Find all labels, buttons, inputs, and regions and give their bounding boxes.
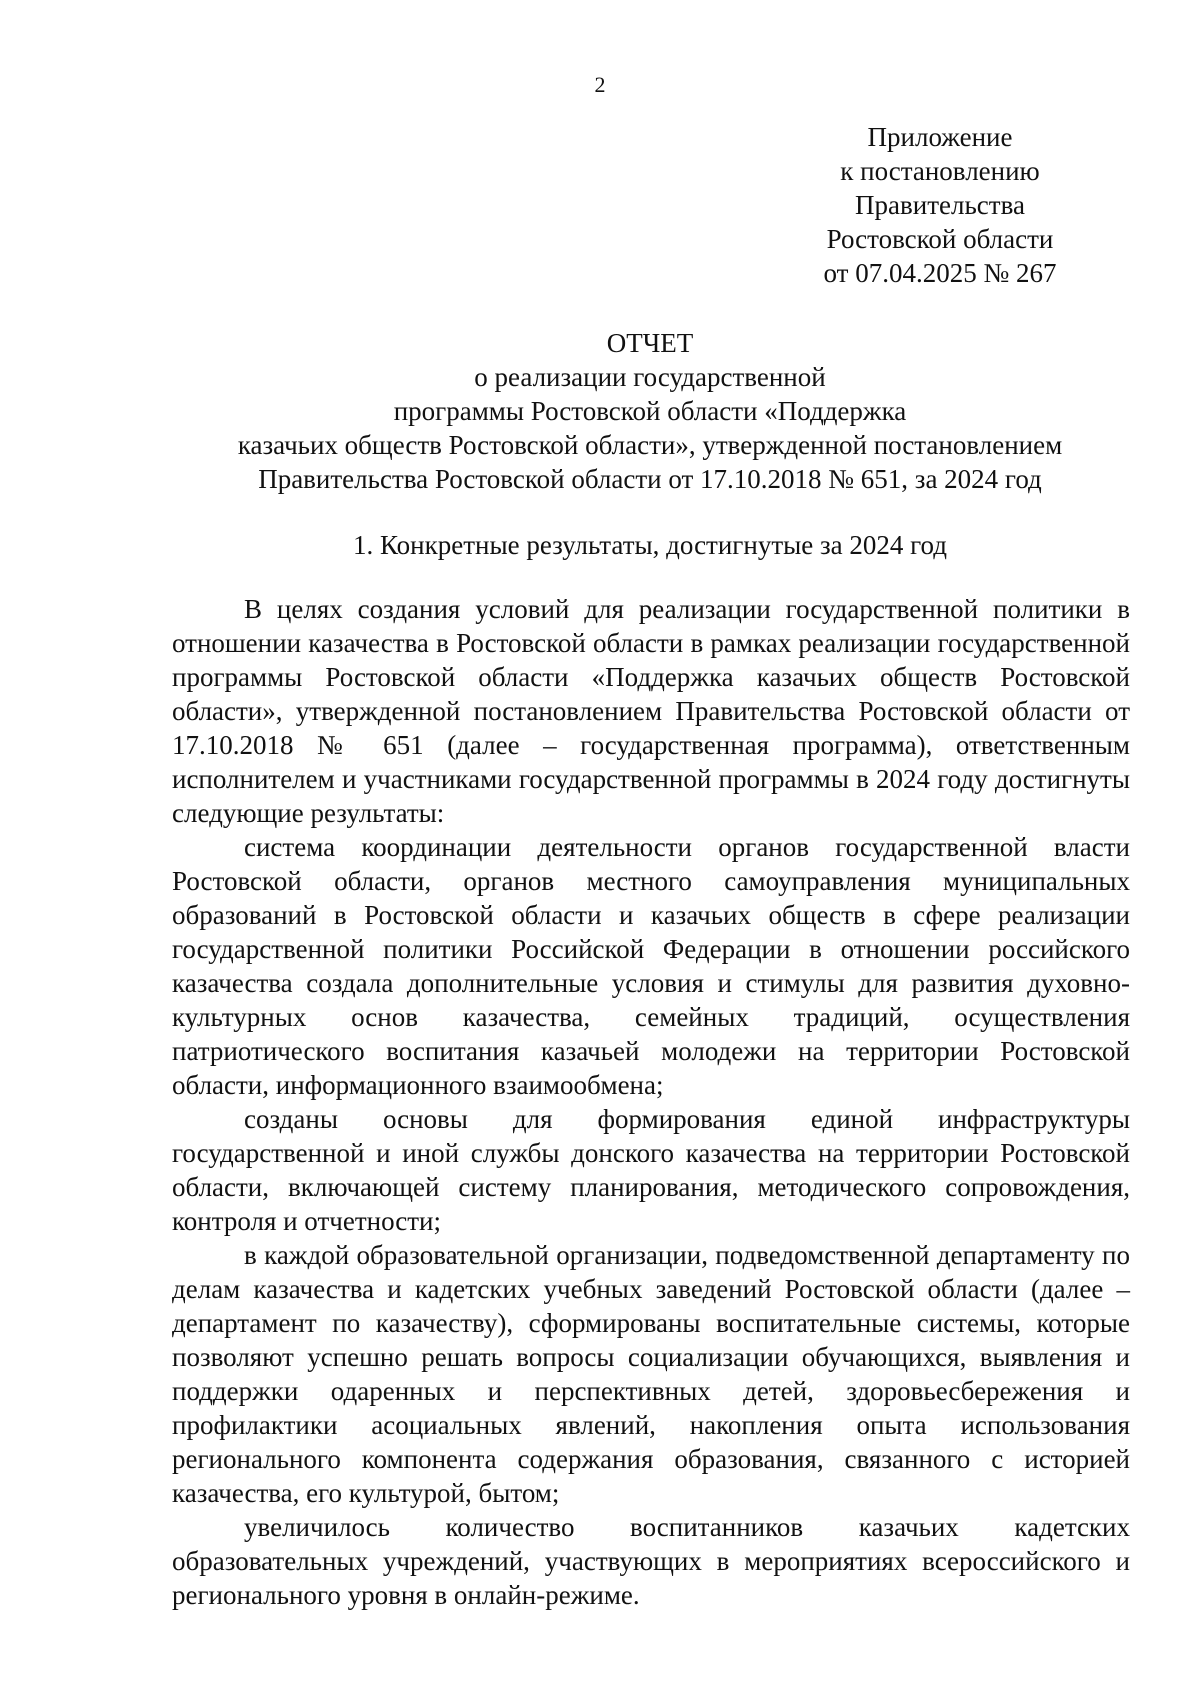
body-text xyxy=(172,592,1130,1612)
paragraph: система координации деятельности органов государственной власти Ростовской области, органов местного самоуправления муниципальных образований в Ростовской области и казачьих обществ в сфере реализации государственной политики Российской Федерации в отношении российского казачества создала дополнительные условия и стимулы для развития духовно-культурных основ казачества, семейных традиций, осуществления патриотического воспитания казачьей молодежи на территории Ростовской области, информационного взаимообмена; xyxy=(172,832,1130,1100)
section-heading: 1. Конкретные результаты, достигнутые за 2024 год xyxy=(352,530,948,560)
appendix-line: Правительства xyxy=(855,190,1025,220)
page-number: 2 xyxy=(594,72,606,97)
report-subtitle-line: Правительства Ростовской области от 17.10.2018 № 651, за 2024 год xyxy=(258,464,1042,494)
appendix-line: Ростовской области xyxy=(826,224,1054,254)
appendix-line: Приложение xyxy=(867,122,1013,152)
paragraph: созданы основы для формирования единой инфраструктуры государственной и иной службы донского казачества на территории Ростовской области, включающей систему планирования, методического сопровождения, контроля и отчетности; xyxy=(172,1104,1130,1236)
report-title-block xyxy=(170,326,1130,496)
appendix-block xyxy=(790,120,1090,290)
report-subtitle-line: о реализации государственной xyxy=(474,362,826,392)
report-subtitle-line: казачьих обществ Ростовской области», утвержденной постановлением xyxy=(237,430,1063,460)
paragraph: В целях создания условий для реализации государственной политики в отношении казачества в Ростовской области в рамках реализации государственной программы Ростовской области «Поддержка казачьих обществ Ростовской области», утвержденной постановлением Правительства Ростовской области от 17.10.2018 № 651 (далее – государственная программа), ответственным исполнителем и участниками государственной программы в 2024 году достигнуты следующие результаты: xyxy=(172,594,1130,828)
report-subtitle-line: программы Ростовской области «Поддержка xyxy=(393,396,907,426)
paragraph: увеличилось количество воспитанников казачьих кадетских образовательных учреждений, участвующих в мероприятиях всероссийского и регионального уровня в онлайн-режиме. xyxy=(172,1512,1130,1610)
paragraph: в каждой образовательной организации, подведомственной департаменту по делам казачества и кадетских учебных заведений Ростовской области (далее – департамент по казачеству), сформированы воспитательные системы, которые позволяют успешно решать вопросы социализации обучающихся, выявления и поддержки одаренных и перспективных детей, здоровьесбережения и профилактики асоциальных явлений, накопления опыта использования регионального компонента содержания образования, связанного с историей казачества, его культурой, бытом; xyxy=(172,1240,1130,1508)
appendix-line: от 07.04.2025 № 267 xyxy=(823,258,1057,288)
report-title: ОТЧЕТ xyxy=(606,328,694,358)
appendix-line: к постановлению xyxy=(840,156,1040,186)
